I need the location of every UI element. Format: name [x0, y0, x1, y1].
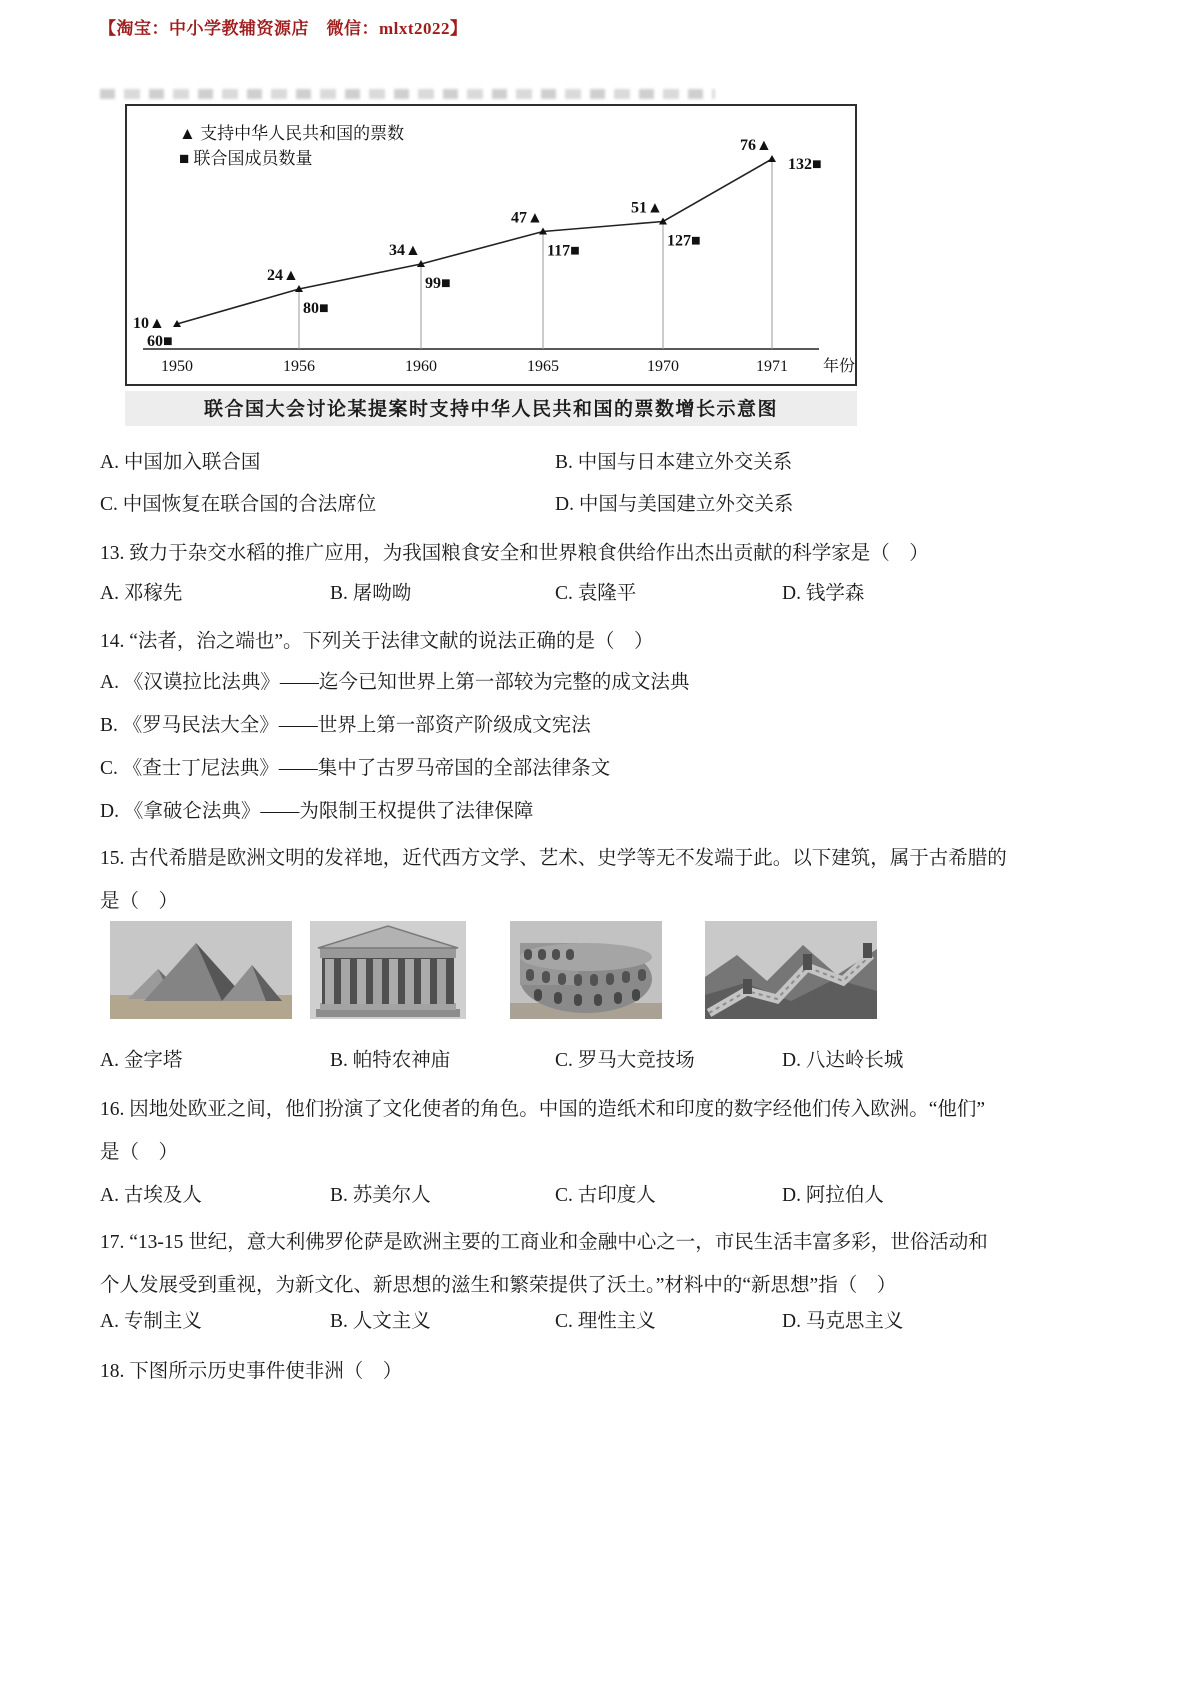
stem-line-2: 是（ ）	[100, 1142, 179, 1163]
x-tick-label: 1971	[756, 358, 788, 375]
votes-label: 24▲	[267, 267, 299, 284]
option-c: C. 理性主义	[555, 1311, 656, 1332]
votes-label: 76▲	[740, 137, 772, 154]
option-b: B. 《罗马民法大全》——世界上第一部资产阶级成文宪法	[100, 715, 591, 736]
option-b: B. 苏美尔人	[330, 1185, 431, 1206]
question-stem-14: 14. “法者，治之端也”。下列关于法律文献的说法正确的是（ ）	[100, 631, 654, 652]
option-d: D. 马克思主义	[782, 1311, 904, 1332]
parthenon-image	[310, 921, 466, 1019]
question-stem-18: 18. 下图所示历史事件使非洲（ ）	[100, 1361, 403, 1382]
option-b: B. 屠呦呦	[330, 583, 412, 604]
stem-line-1: 16. 因地处欧亚之间，他们扮演了文化使者的角色。中国的造纸术和印度的数字经他们传入欧洲。“他们”	[100, 1099, 986, 1120]
members-label: 80■	[303, 300, 329, 317]
option-c: C. 古印度人	[555, 1185, 656, 1206]
q14-options	[100, 661, 1112, 833]
votes-label: 47▲	[511, 209, 543, 227]
option-b: B. 人文主义	[330, 1311, 431, 1332]
members-label: 117■	[547, 242, 580, 260]
q16-options	[100, 1179, 1112, 1211]
x-tick-label: 1965	[527, 358, 559, 375]
votes-chart	[125, 104, 857, 386]
votes-label: 10▲	[133, 315, 165, 332]
legend-series-1: ▲ 支持中华人民共和国的票数	[179, 124, 405, 143]
option-a: A. 古埃及人	[100, 1185, 202, 1206]
option-b: B. 中国与日本建立外交关系	[555, 452, 793, 473]
triangle-marker	[768, 155, 776, 162]
option-a: A. 专制主义	[100, 1311, 202, 1332]
option-a: A. 金字塔	[100, 1050, 183, 1071]
votes-label: 34▲	[389, 242, 421, 259]
x-tick-label: 1950	[161, 358, 193, 375]
stem-line-2: 个人发展受到重视，为新文化、新思想的滋生和繁荣提供了沃土。”材料中的“新思想”指（ ）	[100, 1275, 897, 1296]
x-tick-label: 1970	[647, 358, 679, 375]
x-tick-label: 1956	[283, 358, 315, 375]
chart-caption: 联合国大会讨论某提案时支持中华人民共和国的票数增长示意图	[125, 391, 857, 426]
stem-line-1: 15. 古代希腊是欧洲文明的发祥地，近代西方文学、艺术、史学等无不发端于此。以下建筑，属于古希腊的	[100, 848, 1007, 869]
scan-artifact	[100, 89, 715, 99]
option-d: D. 《拿破仑法典》——为限制王权提供了法律保障	[100, 801, 534, 822]
stem-line-1: 17. “13-15 世纪，意大利佛罗伦萨是欧洲主要的工商业和金融中心之一，市民生活丰富多彩，世俗活动和	[100, 1232, 988, 1253]
colosseum-image	[510, 921, 662, 1019]
option-d: D. 中国与美国建立外交关系	[555, 494, 794, 515]
option-d: D. 阿拉伯人	[782, 1185, 884, 1206]
x-axis-label: 年份	[823, 358, 855, 375]
q13-options	[100, 577, 1112, 609]
legend-series-2: ■ 联合国成员数量	[179, 149, 313, 168]
votes-label: 51▲	[631, 199, 663, 217]
option-c: C. 《查士丁尼法典》——集中了古罗马帝国的全部法律条文	[100, 758, 611, 779]
option-a: A. 邓稼先	[100, 583, 183, 604]
option-d: D. 八达岭长城	[782, 1050, 904, 1071]
members-label: 132■	[788, 156, 822, 173]
members-label: 60■	[147, 333, 173, 350]
option-c: C. 袁隆平	[555, 583, 637, 604]
option-c: C. 中国恢复在联合国的合法席位	[100, 494, 377, 515]
question-stem-13: 13. 致力于杂交水稻的推广应用，为我国粮食安全和世界粮食供给作出杰出贡献的科学家是（ ）	[100, 543, 929, 564]
option-c: C. 罗马大竞技场	[555, 1050, 695, 1071]
members-label: 99■	[425, 275, 451, 292]
question-stem-15	[100, 837, 1112, 923]
q15-options	[100, 1044, 1112, 1076]
line-chart	[127, 106, 855, 384]
stem-line-2: 是（ ）	[100, 891, 179, 912]
watermark: 【淘宝：中小学教辅资源店 微信：mlxt2022】	[99, 19, 468, 38]
q17-options	[100, 1305, 1112, 1337]
q12-options-row-2	[100, 488, 1112, 520]
x-tick-label: 1960	[405, 358, 437, 375]
option-a: A. 《汉谟拉比法典》——迄今已知世界上第一部较为完整的成文法典	[100, 672, 690, 693]
question-stem-16	[100, 1088, 1112, 1174]
option-a: A. 中国加入联合国	[100, 452, 261, 473]
question-stem-17	[100, 1221, 1112, 1307]
q12-options-row-1	[100, 446, 1112, 478]
great-wall-image	[705, 921, 877, 1019]
members-label: 127■	[667, 232, 701, 250]
pyramids-image	[110, 921, 292, 1019]
option-d: D. 钱学森	[782, 583, 865, 604]
option-b: B. 帕特农神庙	[330, 1050, 451, 1071]
